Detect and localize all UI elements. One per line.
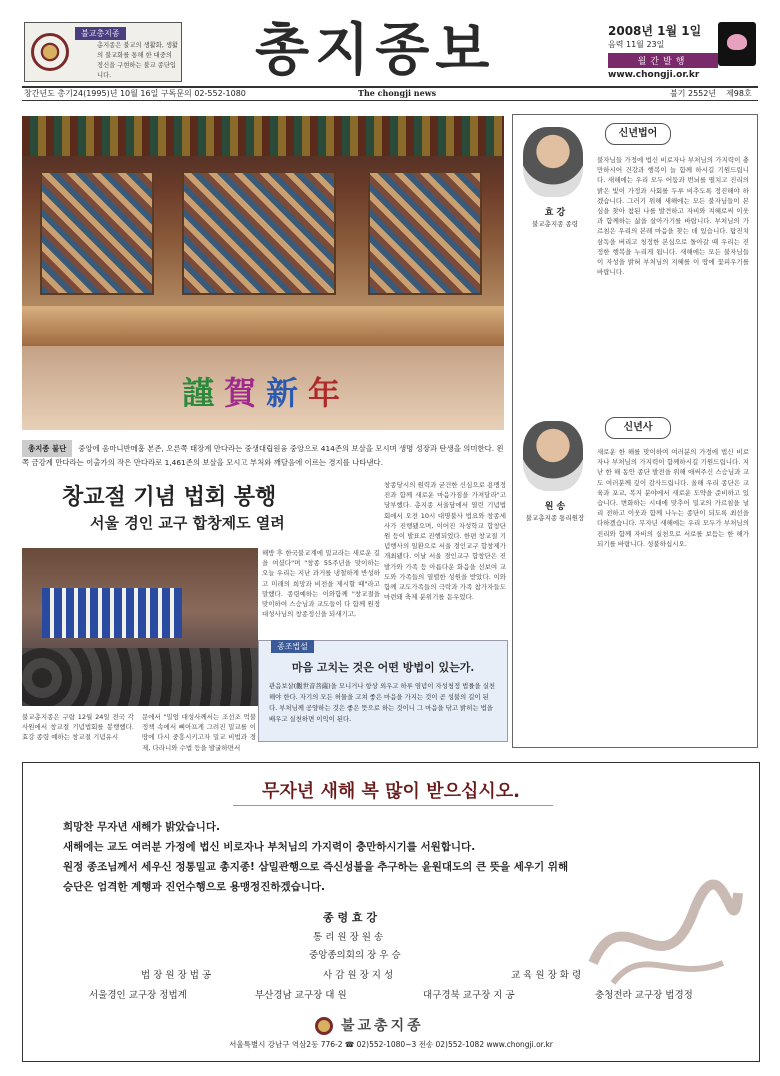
signatory-3: 중앙종의회의 장 우 승 xyxy=(309,950,401,961)
author-1-name: 효 강 xyxy=(544,208,566,218)
article-headline: 창교절 기념 법회 봉행 xyxy=(62,485,277,510)
english-title: The chongji news xyxy=(358,88,437,98)
signatory-5: 사 감 원 장 지 성 xyxy=(323,970,394,981)
signatory-7: 서울경인 교구장 정법계 xyxy=(89,990,187,1001)
dharma-wheel-icon xyxy=(31,33,69,71)
site-url[interactable]: www.chongji.or.kr xyxy=(608,70,700,80)
section-title-1: 신년법어 xyxy=(605,123,671,145)
altar-photo xyxy=(22,116,504,430)
lunar-date: 음력 11월 23일 xyxy=(608,40,665,49)
choir-photo xyxy=(22,548,258,706)
author-1-role: 불교총지종 종령 xyxy=(531,220,579,228)
ad-line-2: 새해에는 교도 여러분 가정에 법신 비로자나 부처님의 가지력이 충만하시기를 서원합니다. xyxy=(63,841,476,853)
right-column xyxy=(512,114,758,748)
editorial-box xyxy=(258,640,508,742)
order-name: 불교총지종 xyxy=(341,1018,424,1034)
signatory-1: 종 령 효 강 xyxy=(323,911,377,924)
motto: 총지종은 불교의 생활화, 생활의 불교화를 통해 한 대중의 정신을 구현하는 불교 종단입니다. xyxy=(97,42,178,79)
calligraphy-flourish-icon xyxy=(583,873,743,993)
editorial-tag: 종조법설 xyxy=(271,640,314,653)
editorial-title: 마음 고치는 것은 어떤 방법이 있는가. xyxy=(291,661,475,674)
badge: 불교총지종 xyxy=(75,27,126,40)
new-year-ad xyxy=(22,762,760,1062)
portrait-2 xyxy=(523,421,583,491)
article-col-4: 창종당시의 원력과 굳건한 신심으로 용맹정진과 함께 새로운 마음가짐을 가져달라"고 당부했다. 총지종 서울담에서 열린 기념법회에서 오전 10시 대명불사 법요와 창종세사가 진행됐으며, 이어진 자성학교 합창단원 등이 발표로 진행되었다. 한편 창교절 기념행사의 일환으로 서울 경인교구 합창제가 개최됐다. 이날 서울 경인교구 합창단은 진발가와 가족 등 아름다운 화음을 선보여 교도와 가족들의 열렬한 성원을 받았다. 이와함께 교도가족들의 극락과 가족 참가자들도 마련돼 축제 분위기를 돋우었다. xyxy=(384,481,506,602)
article-col-3: 해방 후 한국불교계에 밀교라는 새로운 길을 여셨다"며 "창종 55주년을 맞이하는 오늘 우리는 지난 과거를 냉철하게 반성하고 미래의 희망과 비전을 제시할 때"라고 말했다. 종령예하는 이와함께 "창교절을 맞이하여 스승님과 교도들이 다 함께 원정 대성사님의 창종정신을 되새기고, xyxy=(262,549,380,619)
publication-info: 창간년도 총기24(1995)년 10월 16일 구독문의 02-552-1080 xyxy=(24,89,246,98)
article-col-2: 문에서 "밀엄 대성사께서는 조선조 억불정책 속에서 뼈아프게 그려진 밀교를 이 땅에 다시 중흥시키고자 밀교 비법과 경제, 다라니와 수법 등을 발굴하면서 xyxy=(142,713,256,752)
author-2-role: 불교총지종 통리원장 xyxy=(525,514,585,522)
new-year-greeting: 謹賀新年 xyxy=(182,374,351,412)
section-title-2: 신년사 xyxy=(605,417,671,439)
ad-line-1: 희망찬 무자년 새해가 밝았습니다. xyxy=(63,821,220,833)
date-box xyxy=(608,22,718,80)
issue-date: 2008년 1월 1일 xyxy=(608,24,702,38)
info-bar xyxy=(22,86,758,101)
signatory-4: 법 장 원 장 법 공 xyxy=(141,970,212,981)
caption-text: 중앙에 옴마니반메훔 본존, 오른쪽 태장계 만다라는 중생대립원융 중앙으로 414존의 보살을 모시며 생명 성장과 탄생을 의미한다. 왼쪽 금강계 만다라는 이출가의 작은 만다라로 1,461존의 보살을 모시고 부처와 깨달음에 이르는 경지를 나타낸다. xyxy=(22,444,504,467)
buddhist-year: 불기 2552년 xyxy=(670,89,717,98)
ad-line-3: 원정 종조님께서 세우신 정통밀교 총지종! 삼밀관행으로 즉신성불을 추구하는 윤원대도의 큰 뜻을 세우기 위해 xyxy=(63,861,569,873)
signatory-6: 교 육 원 장 화 령 xyxy=(511,970,582,981)
divider xyxy=(233,805,553,806)
masthead-info-box xyxy=(24,22,182,82)
order-logo-icon xyxy=(315,1017,333,1035)
section-2-body: 새로운 한 해를 맞이하여 여러분의 가정에 법신 비로자나 부처님의 가지력이 함께하시길 기원드립니다. 지난 한 해 동안 종단 발전을 위해 애써주신 스승님과 교도 여러분께 깊이 감사드립니다. 올해 우리 종단은 교육과 포교, 복지 분야에서 새로운 도약을 준비하고 있습니다. 변화하는 시대에 맞추어 밀교의 가르침을 널리 전하고 이웃과 함께 나누는 종단이 되도록 최선을 다하겠습니다. 무자년 새해에는 우리 모두가 부처님의 진리와 함께 자비의 실천으로 서로를 보듬는 한 해가 되기를 바랍니다. 성불하십시오. xyxy=(597,448,749,548)
caption-label: 총지종 불단 xyxy=(22,440,72,457)
signatory-10: 충청전라 교구장 법경정 xyxy=(595,990,693,1001)
ad-line-4: 승단은 엄격한 계행과 진언수행으로 용맹정진하겠습니다. xyxy=(63,881,326,893)
photo-caption xyxy=(22,440,504,468)
editorial-body: 관음보살(觀世音菩薩)을 모니거나 항상 외우고 하루 염념이 자성청정 법률을 실천해야 한다. 자기의 모든 허물을 고쳐 좋은 마음을 가지는 것이 곧 성불의 길이 된다. 부처님께 공양하는 것은 좋은 뜻으로 하는 것이니 그 마음을 닦고 밝히는 법을 배우고 실천하면 이익이 된다. xyxy=(269,682,496,723)
order-address: 서울특별시 강남구 역삼2동 776-2 ☎ 02)552-1080~3 전송 02)552-1082 www.chongji.or.kr xyxy=(229,1040,553,1049)
article-subhead: 서울 경인 교구 합창제도 열려 xyxy=(90,514,285,532)
article-col-1: 불교총지종은 구랍 12월 24일 전국 각 사원에서 창교절 기념법회를 봉행했다. 효강 종령 예하는 창교절 기념유시 xyxy=(22,713,134,742)
newspaper-title: 총지종보 xyxy=(255,18,496,83)
section-1-body: 불자님들 가정에 법신 비로자나 부처님의 가지력이 충만하시어 건강과 행복이 늘 함께 하시길 기원드립니다. 새해에는 우리 모두 어둠과 번뇌를 떨치고 진리의 밝은 빛이 가정과 사회를 두루 비추도록 정진해야 하겠습니다. 그러기 위해 새해에는 모든 불자님들이 본심을 찾아 참된 나를 발견하고 자비와 지혜로써 이웃과 함께하는 삶을 살아가기를 바랍니다. 부처님의 가르침은 우리의 본래 마음을 찾는 데 있습니다. 탐진치 삼독을 버리고 청정한 본심으로 돌아갈 때 우리는 진정한 행복을 누리게 됩니다. 새해에는 모든 불자님들이 자성을 밝혀 부처님의 지혜를 이 땅에 꽃피우기를 바랍니다. xyxy=(597,156,749,277)
monthly-label: 월간발행 xyxy=(608,53,718,68)
author-2-name: 원 송 xyxy=(544,502,566,512)
signatory-8: 부산경남 교구장 대 원 xyxy=(255,990,347,1001)
portrait-1 xyxy=(523,127,583,197)
ad-title: 무자년 새해 복 많이 받으십시오. xyxy=(262,781,520,802)
issue-number: 제98호 xyxy=(726,89,752,98)
signatory-9: 대구경북 교구장 지 공 xyxy=(423,990,515,1001)
lotus-icon xyxy=(718,22,756,66)
signatory-2: 통 리 원 장 원 송 xyxy=(313,932,384,943)
